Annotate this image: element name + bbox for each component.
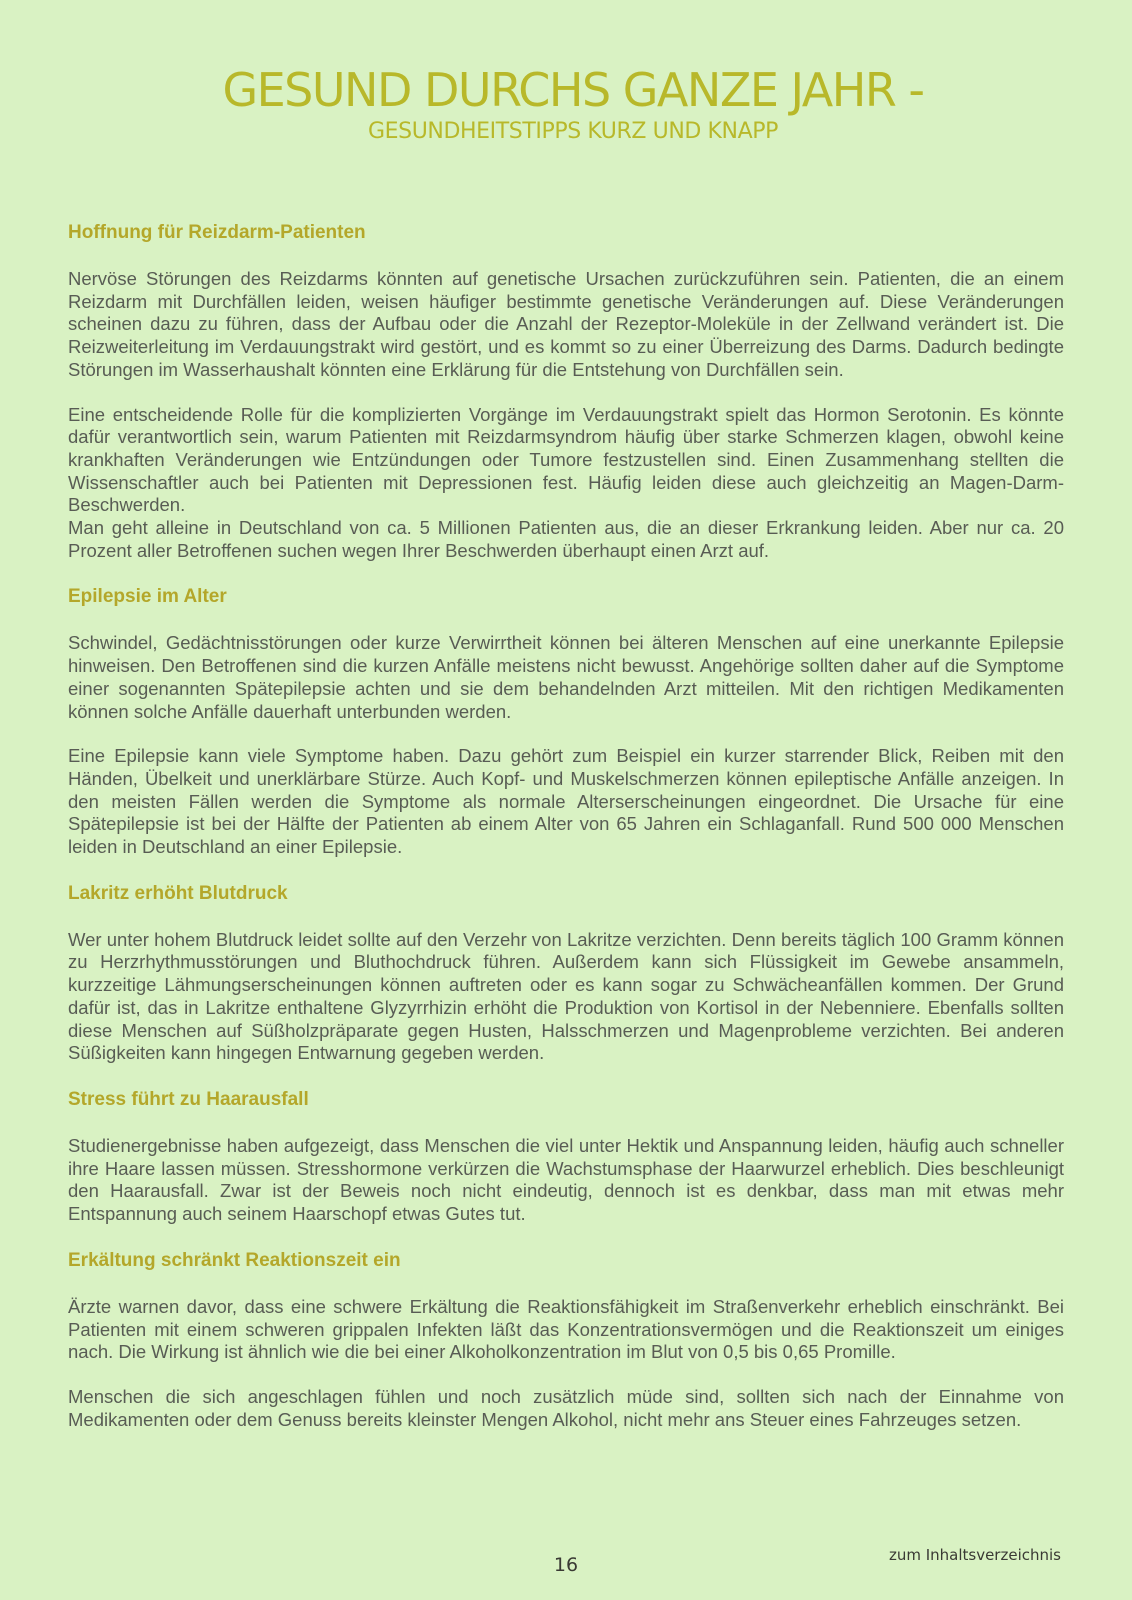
section-heading: Hoffnung für Reizdarm-Patienten bbox=[68, 222, 366, 243]
paragraph: Wer unter hohem Blutdruck leidet sollte auf den Verzehr von Lakritze verzichten. Denn bereits täglich 100 Gramm können zu Herzrhythmusstörungen und Bluthochdruck führen. Außerdem kann sich Flüssigkeit im Gewebe ansammeln, kurzzeitige Lähmungserscheinungen können auftreten oder es kann sogar zu Schwächeanfällen kommen. Der Grund dafür ist, das in Lakritze enthaltene Glyzyrrhizin erhöht die Produktion von Kortisol in der Nebenniere. Ebenfalls sollten diese Menschen auf Süßholzpräparate gegen Husten, Halsschmerzen und Magenprobleme verzichten. Bei anderen Süßigkeiten kann hingegen Entwarnung gegeben werden. bbox=[68, 928, 1064, 1064]
toc-link[interactable]: zum Inhaltsverzeichnis bbox=[888, 1546, 1061, 1564]
paragraph: Schwindel, Gedächtnisstörungen oder kurze Verwirrtheit können bei älteren Menschen auf eine unerkannte Epilepsie hinweisen. Den Betroffenen sind die kurzen Anfälle meistens nicht bewusst. Angehörige sollten daher auf die Symptome einer sogenannten Spätepilepsie achten und sie dem behandelnden Arzt mitteilen. Mit den richtigen Medikamenten können solche Anfälle dauerhaft unterbunden werden. bbox=[68, 632, 1064, 722]
section-heading: Stress führt zu Haarausfall bbox=[68, 1088, 309, 1110]
paragraph: Eine entscheidende Rolle für die komplizierten Vorgänge im Verdauungstrakt spielt das Hormon Serotonin. Es könnte dafür verantwortlich sein, warum Patienten mit Reizdarmsyndrom häufig über starke Schmerzen klagen, obwohl keine krankhaften Veränderungen wie Entzündungen oder Tumore festzustellen sind. Einen Zusammenhang stellten die Wissenschaftler auch bei Patienten mit Depressionen fest. Häufig leiden diese auch gleichzeitig an Magen-Darm-Beschwerden. bbox=[68, 403, 1064, 516]
page-subtitle: GESUNDHEITSTIPPS KURZ UND KNAPP bbox=[367, 119, 778, 144]
paragraph: Ärzte warnen davor, dass eine schwere Erkältung die Reaktionsfähigkeit im Straßenverkehr erheblich einschränkt. Bei Patienten mit einem schweren grippalen Infekten läßt das Konzentrationsvermögen und die Reaktionszeit um einiges nach. Die Wirkung ist ähnlich wie die bei einer Alkoholkonzentration im Blut von 0,5 bis 0,65 Promille. bbox=[68, 1295, 1064, 1363]
paragraph: Menschen die sich angeschlagen fühlen und noch zusätzlich müde sind, sollten sich nach der Einnahme von Medikamenten oder dem Genuss bereits kleinster Mengen Alkohol, nicht mehr ans Steuer eines Fahrzeuges setzen. bbox=[68, 1385, 1064, 1430]
page-header bbox=[0, 62, 1132, 146]
paragraph: Man geht alleine in Deutschland von ca. 5 Millionen Patienten aus, die an dieser Erkrankung leiden. Aber nur ca. 20 Prozent aller Betroffenen suchen wegen Ihrer Beschwerden überhaupt einen Arzt auf. bbox=[68, 517, 1064, 561]
section-heading: Erkältung schränkt Reaktionszeit ein bbox=[68, 1249, 401, 1271]
paragraph: Eine Epilepsie kann viele Symptome haben. Dazu gehört zum Beispiel ein kurzer starrender Blick, Reiben mit den Händen, Übelkeit und unerklärbare Stürze. Auch Kopf- und Muskelschmerzen können epileptische Anfälle anzeigen. In den meisten Fällen werden die Symptome als normale Alterserscheinungen eingeordnet. Die Ursache für eine Spätepilepsie ist bei der Hälfte der Patienten ab einem Alter von 65 Jahren ein Schlaganfall. Rund 500 000 Menschen leiden in Deutschland an einer Epilepsie. bbox=[68, 745, 1064, 858]
paragraph: Nervöse Störungen des Reizdarms könnten auf genetische Ursachen zurückzuführen sein. Patienten, die an einem Reizdarm mit Durchfällen leiden, weisen häufiger bestimmte genetische Veränderungen auf. Diese Veränderungen scheinen dazu zu führen, dass der Aufbau oder die Anzahl der Rezeptor-Moleküle in der Zellwand verändert ist. Die Reizweiterleitung im Verdauungstrakt wird gestört, und es kommt so zu einer Überreizung des Darms. Dadurch bedingte Störungen im Wasserhaushalt könnten eine Erklärung für die Entstehung von Durchfällen sein. bbox=[68, 268, 1064, 380]
section-heading: Epilepsie im Alter bbox=[68, 586, 227, 608]
page-number: 16 bbox=[553, 1554, 579, 1576]
section-heading: Lakritz erhöht Blutdruck bbox=[68, 882, 288, 904]
paragraph: Studienergebnisse haben aufgezeigt, dass Menschen die viel unter Hektik und Anspannung leiden, häufig auch schneller ihre Haare lassen müssen. Stresshormone verkürzen die Wachstumsphase der Haarwurzel erheblich. Dies beschleunigt den Haarausfall. Zwar ist der Beweis noch nicht eindeutig, dennoch ist es denkbar, dass man mit etwas mehr Entspannung auch seinem Haarschopf etwas Gutes tut. bbox=[68, 1134, 1064, 1225]
page-title: GESUND DURCHS GANZE JAHR - bbox=[222, 63, 924, 117]
article-content bbox=[68, 222, 1064, 1431]
